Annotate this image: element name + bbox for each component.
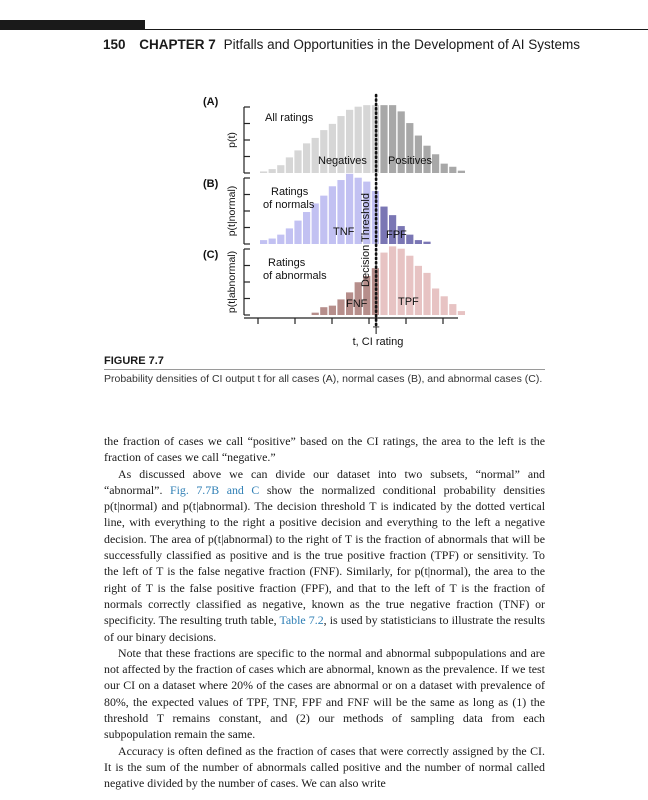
region-label-a-right: Positives	[388, 155, 433, 167]
bar-a-3	[286, 157, 293, 173]
bar-c-15	[389, 246, 396, 315]
paragraph-2-text-a: As discussed above we can divide our dataset into two subsets, “normal” and “abnormal”.	[104, 466, 545, 497]
bar-a-22	[449, 167, 456, 173]
panel-label-c: (C)	[203, 249, 219, 261]
bar-a-2	[277, 165, 284, 173]
paragraph-2	[104, 466, 545, 645]
bar-b-4	[294, 221, 301, 244]
panel-label-b: (B)	[203, 178, 219, 190]
y-label-c: p(t|abnormal)	[226, 250, 238, 314]
bar-b-18	[415, 240, 422, 244]
panel-label-a: (A)	[203, 96, 219, 108]
bar-b-0	[260, 240, 267, 244]
figure-link[interactable]: Fig. 7.7B and C	[169, 482, 260, 497]
page-number: 150	[103, 37, 126, 52]
panel-title-c-1: of abnormals	[263, 270, 327, 282]
paragraph-1: the fraction of cases we call “positive” based on the CI ratings, the area to the left is the fraction of cases we call “negative.”	[104, 434, 545, 465]
region-label-c-left: FNF	[346, 298, 368, 310]
y-label-a: p(t)	[226, 132, 238, 148]
bar-a-14	[380, 105, 387, 173]
bar-b-5	[303, 212, 310, 244]
bar-b-3	[286, 228, 293, 244]
chapter-title: Pitfalls and Opportunities in the Development of AI Systems	[223, 37, 581, 52]
paragraph-2-text-b: show the normalized conditional probability densities p(t|normal) and p(t|abnormal). The decision threshold T is indicated by the dotted vertical line, with everything to the right a positive decision and everything to the left a negative decision. The area of p(t|abnormal) to the right of T is the fraction of abnormals that will be successfully classified as positive and is the true positive fraction (TPF) or sensitivity. To the left of T is the false negative fraction (FNF). Similarly, for p(t|normal), the area to the right of T is the false positive fraction (FPF), and that to the left of T is the fraction of normals correctly classified as negative, known as the true negative fraction (TNF) or specificity. The resulting truth table,	[104, 482, 545, 628]
caption-rule	[104, 369, 545, 370]
region-label-b-right: FPF	[386, 229, 407, 241]
x-axis-label: t, CI rating	[352, 336, 404, 348]
bar-c-8	[329, 306, 336, 315]
panel-title-b-1: of normals	[263, 199, 315, 211]
region-label-c-right: TPF	[398, 296, 419, 308]
probability-density-figure	[0, 0, 648, 352]
bar-b-7	[320, 196, 327, 244]
bar-b-1	[269, 239, 276, 244]
paragraph-2-text-c: , is used by statisticians to illustrate the results of our binary decisions.	[104, 613, 546, 644]
bar-a-1	[269, 169, 276, 173]
panel-title-c-0: Ratings	[268, 257, 306, 269]
paragraph-3: Note that these fractions are specific to the normal and abnormal subpopulations and are not affected by the fraction of cases which are abnormal, known as the prevalence. If we test our CI on a dataset where 20% of the cases are abnormal or on a dataset with prevalence of 80%, the expected values of TPF, TNF, FPF and FNF will be the same as long as (1) the threshold T remains constant, and (2) our methods of sampling data from each subpopulation remain the same.	[104, 645, 545, 742]
bar-c-7	[320, 307, 327, 315]
bar-a-21	[441, 164, 448, 173]
figure-label: FIGURE 7.7	[104, 355, 164, 367]
bar-b-19	[423, 242, 430, 244]
figure-caption: Probability densities of CI output t for all cases (A), normal cases (B), and abnormal cases (C).	[104, 373, 543, 385]
panel-title-a-0: All ratings	[265, 112, 314, 124]
threshold-t-label: T	[372, 325, 380, 337]
bar-c-22	[449, 304, 456, 315]
bar-c-20	[432, 288, 439, 315]
bar-c-6	[312, 313, 319, 315]
bar-a-4	[294, 150, 301, 173]
panel-title-b-0: Ratings	[271, 186, 309, 198]
bar-a-0	[260, 171, 267, 173]
decision-threshold-label: Decision Threshold	[360, 193, 373, 287]
bar-a-5	[303, 143, 310, 173]
table-link[interactable]: Table 7.2	[279, 613, 324, 628]
bar-c-19	[423, 273, 430, 315]
bar-c-23	[458, 311, 465, 315]
bar-b-2	[277, 235, 284, 244]
y-label-b: p(t|normal)	[226, 185, 238, 237]
bar-a-20	[432, 154, 439, 173]
chapter-number: CHAPTER 7	[139, 37, 216, 52]
bar-a-23	[458, 171, 465, 173]
bar-c-9	[337, 299, 344, 315]
region-label-a-left: Negatives	[318, 155, 367, 167]
bar-c-14	[380, 253, 387, 315]
paragraph-4: Accuracy is often defined as the fraction of cases that were correctly assigned by the CI. It is the sum of the number of abnormals called positive and the number of normal called negative divided by the number of cases. We can also write	[104, 743, 545, 791]
region-label-b-left: TNF	[333, 226, 355, 238]
bar-b-17	[406, 235, 413, 244]
bar-c-21	[441, 296, 448, 315]
body-text	[104, 433, 545, 792]
